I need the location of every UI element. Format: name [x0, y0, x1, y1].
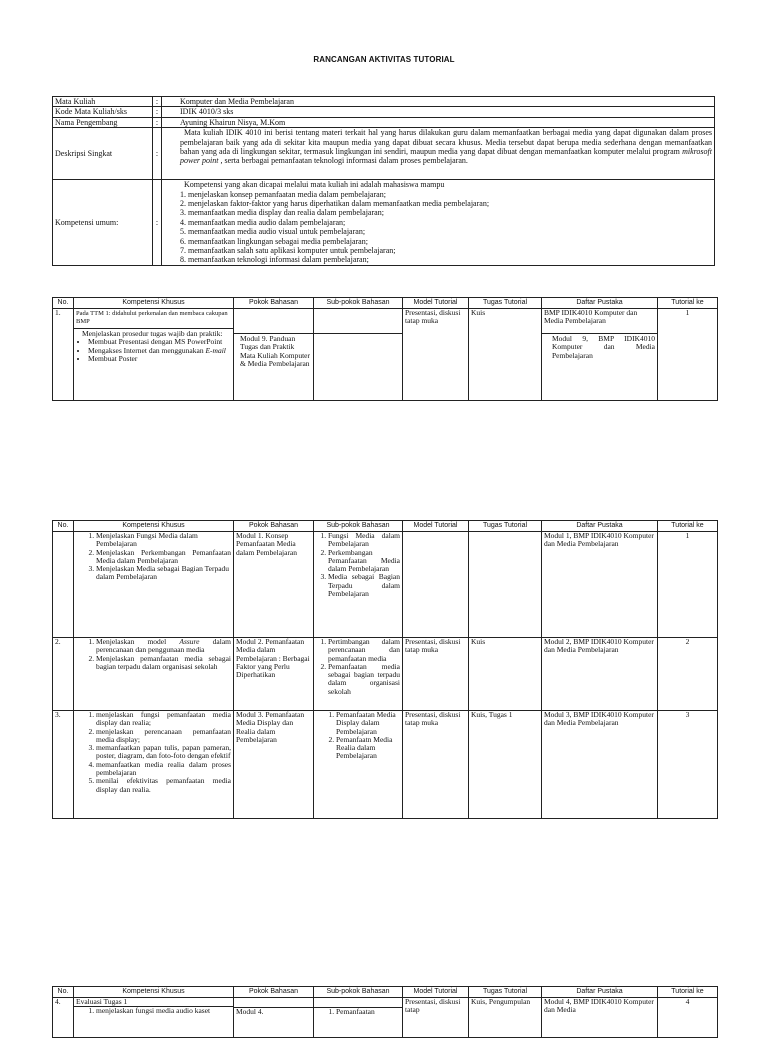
- info-row-mata-kuliah: [53, 97, 715, 107]
- info-value: Ayuning Khairun Nisya, M.Kom: [162, 117, 715, 127]
- kk-list: [76, 711, 231, 794]
- list-item: 1. menjelaskan fungsi pemanfaatan media display dan realia;: [96, 711, 231, 728]
- header-model: Model Tutorial: [403, 521, 469, 532]
- list-item: [96, 638, 231, 655]
- header-subpokok: Sub-pokok Bahasan: [314, 298, 403, 309]
- info-colon: :: [153, 180, 162, 266]
- cell-tugas: Kuis: [469, 638, 542, 711]
- competency-list: [162, 180, 715, 266]
- table-header-row: [53, 521, 718, 532]
- cell-pustaka: Modul 1, BMP IDIK4010 Komputer dan Media Pembelajaran: [542, 532, 658, 638]
- list-item: 2. Perkembangan Pemanfaatan Media dalam Pembelajaran: [328, 549, 400, 574]
- competency-item: 1. menjelaskan konsep pemanfaatan media dalam pembelajaran;: [180, 189, 386, 199]
- kk-list: [76, 1007, 231, 1015]
- header-kompetensi: Kompetensi Khusus: [74, 987, 234, 998]
- header-no: No.: [53, 521, 74, 532]
- tutorial-table-3: [52, 986, 718, 1038]
- competency-intro: Kompetensi yang akan dicapai melalui mata kuliah ini adalah mahasiswa mampu: [184, 180, 445, 190]
- info-label: Nama Pengembang: [53, 117, 153, 127]
- competency-item: 6. memanfaatkan lingkungan sebagai media pembelajaran;: [180, 236, 368, 246]
- list-item: 3. Menjelaskan Media sebagai Bagian Terpadu dalam Pembelajaran: [96, 565, 231, 582]
- info-colon: :: [153, 107, 162, 117]
- description-part: Mata kuliah IDIK 4010 ini berisi tentang materi terkait hal yang harus dilakukan guru dalam memanfaatkan berbagai media yang dapat digunakan dalam proses pembelajaran baik yang ada di sekitar kita maupun media yang dapat dibuat secara khusus. Media tersebut dapat berupa media sederhana dengan memanfaatkan bahan yang ada di lingkungan sekitar, termasuk lingkungan ini sendiri, maupun media yang dapat dibuat dengan memanfaatkan komputer melalui program: [180, 128, 712, 157]
- cell-kompetensi: [74, 309, 234, 401]
- cell-no: [53, 532, 74, 638]
- cell-no: 3.: [53, 711, 74, 819]
- cell-pokok: Modul 2. Pemanfaatan Media dalam Pembelajaran : Berbagai Faktor yang Perlu Diperhatikan: [234, 638, 314, 711]
- table-row: [53, 532, 718, 638]
- header-pokok: Pokok Bahasan: [234, 987, 314, 998]
- list-item-emphasis: E-mail: [205, 345, 226, 355]
- sub-list: [316, 1008, 400, 1016]
- header-no: No.: [53, 987, 74, 998]
- description-part: , serta berbagai pemanfaatan teknologi informasi dalam proses pembelajaran.: [218, 156, 468, 166]
- table-row: [53, 998, 718, 1038]
- description-emphasis: mikrosoft power point: [180, 147, 712, 166]
- competency-item: 8. memanfaatkan teknologi informasi dalam pembelajaran;: [180, 255, 369, 265]
- competency-item: 7. memanfaatkan salah satu aplikasi komputer untuk pembelajaran;: [180, 246, 396, 256]
- cell-pokok: [234, 998, 314, 1038]
- list-item: 2. menjelaskan perencanaan pemanfaatan media display;: [96, 728, 231, 745]
- description-text: [162, 128, 715, 180]
- list-item: 2. Pemanfaatan media sebagai bagian terpadu dalam organisasi sekolah: [328, 663, 400, 696]
- info-row-pengembang: [53, 117, 715, 127]
- list-item: 1. Pertimbangan dalam perencanaan dan pemanfaatan media: [328, 638, 400, 663]
- header-tutorial: Tutorial ke: [658, 298, 718, 309]
- info-row-deskripsi: [53, 128, 715, 180]
- header-tugas: Tugas Tutorial: [469, 521, 542, 532]
- sub-list: [316, 711, 400, 761]
- cell-tutorial: 2: [658, 638, 718, 711]
- kk-procedure: Menjelaskan prosedur tugas wajib dan praktik:: [82, 329, 223, 338]
- info-row-kompetensi: [53, 180, 715, 266]
- header-kompetensi: Kompetensi Khusus: [74, 298, 234, 309]
- pustaka-text: Modul 9, BMP IDIK4010 Komputer dan Media Pembelajaran: [542, 333, 657, 360]
- cell-model: Presentasi, diskusi tatap: [403, 998, 469, 1038]
- info-colon: :: [153, 128, 162, 180]
- pokok-text: Modul 4.: [234, 1007, 313, 1016]
- tutorial-table-2: [52, 520, 718, 819]
- cell-tugas: Kuis, Pengumpulan: [469, 998, 542, 1038]
- cell-tutorial: 1: [658, 532, 718, 638]
- header-subpokok: Sub-pokok Bahasan: [314, 521, 403, 532]
- competency-item: 3. memanfaatkan media display dan realia dalam pembelajaran;: [180, 208, 384, 218]
- table-row: [53, 309, 718, 401]
- cell-tugas: Kuis: [469, 309, 542, 401]
- header-pustaka: Daftar Pustaka: [542, 987, 658, 998]
- list-item: 2. Menjelaskan pemanfaatan media sebagai bagian terpadu dalam organisasi sekolah: [96, 655, 231, 672]
- cell-tugas: Kuis, Tugas 1: [469, 711, 542, 819]
- info-row-kode: [53, 107, 715, 117]
- table-header-row: [53, 298, 718, 309]
- cell-pokok: Modul 3. Pemanfaatan Media Display dan Realia dalam Pembelajaran: [234, 711, 314, 819]
- sub-list: [316, 532, 400, 598]
- list-item: 3. Media sebagai Bagian Terpadu dalam Pembelajaran: [328, 573, 400, 598]
- list-item-text: Menjelaskan model: [96, 637, 180, 646]
- info-label: Kode Mata Kuliah/sks: [53, 107, 153, 117]
- info-value: Komputer dan Media Pembelajaran: [162, 97, 715, 107]
- header-pokok: Pokok Bahasan: [234, 298, 314, 309]
- list-item: 1. Menjelaskan Fungsi Media dalam Pembelajaran: [96, 532, 231, 549]
- cell-no: 4.: [53, 998, 74, 1038]
- list-item: • Membuat Presentasi dengan MS PowerPoint: [88, 338, 231, 346]
- kk-list: [76, 532, 231, 582]
- info-value: IDIK 4010/3 sks: [162, 107, 715, 117]
- list-item: 2. Menjelaskan Perkembangan Pemanfaatan Media dalam Pembelajaran: [96, 549, 231, 566]
- table-row: [53, 711, 718, 819]
- cell-pustaka: Modul 3, BMP IDIK4010 Komputer dan Media Pembelajaran: [542, 711, 658, 819]
- tutorial-table-1: [52, 297, 718, 401]
- sub-list: [316, 638, 400, 696]
- header-model: Model Tutorial: [403, 298, 469, 309]
- competency-item: 2. menjelaskan faktor-faktor yang harus diperhatikan dalam memanfaatkan media pembelajaran;: [180, 199, 490, 209]
- header-tutorial: Tutorial ke: [658, 987, 718, 998]
- cell-model: Presentasi, diskusi tatap muka: [403, 711, 469, 819]
- header-pokok: Pokok Bahasan: [234, 521, 314, 532]
- list-item: 5. menilai efektivitas pemanfaatan media display dan realia.: [96, 777, 231, 794]
- info-colon: :: [153, 97, 162, 107]
- pokok-text: Modul 9. Panduan Tugas dan Praktik Mata Kuliah Komputer & Media Pembelajaran: [234, 333, 313, 368]
- header-pustaka: Daftar Pustaka: [542, 298, 658, 309]
- cell-subpokok: [314, 998, 403, 1038]
- cell-subpokok: [314, 309, 403, 401]
- list-item-emphasis: Assure: [179, 637, 200, 646]
- pustaka-text: BMP IDIK4010 Komputer dan Media Pembelajaran: [544, 308, 638, 326]
- course-info-table: [52, 96, 715, 266]
- cell-tugas: [469, 532, 542, 638]
- header-model: Model Tutorial: [403, 987, 469, 998]
- kk-bullet-list: [76, 338, 231, 363]
- competency-item: 4. memanfaatkan media audio dalam pembelajaran;: [180, 217, 346, 227]
- cell-subpokok: [314, 711, 403, 819]
- cell-kompetensi: [74, 638, 234, 711]
- header-subpokok: Sub-pokok Bahasan: [314, 987, 403, 998]
- list-item: 1. menjelaskan fungsi media audio kaset: [96, 1007, 231, 1015]
- list-item: 3. memanfaatkan papan tulis, papan pameran, poster, diagram, dan foto-foto dengan efektif: [96, 744, 231, 761]
- cell-kompetensi: [74, 532, 234, 638]
- cell-pustaka: Modul 4, BMP IDIK4010 Komputer dan Media: [542, 998, 658, 1038]
- list-item: • Membuat Poster: [88, 355, 231, 363]
- list-item: 2. Pemanfaatn Media Realia dalam Pembelajaran: [336, 736, 400, 761]
- kk-intro-text: Pada TTM 1: didahului perkenalan dan membaca cakupan BMP: [76, 310, 228, 325]
- list-item: 1. Fungsi Media dalam Pembelajaran: [328, 532, 400, 549]
- info-label: Mata Kuliah: [53, 97, 153, 107]
- table-header-row: [53, 987, 718, 998]
- list-item: 1. Pemanfaatan Media Display dalam Pembelajaran: [336, 711, 400, 736]
- header-tugas: Tugas Tutorial: [469, 987, 542, 998]
- cell-tutorial: 4: [658, 998, 718, 1038]
- cell-model: [403, 532, 469, 638]
- list-item: 4. memanfaatkan media realia dalam proses pembelajaran: [96, 761, 231, 778]
- cell-no: 1.: [53, 309, 74, 401]
- cell-no: 2.: [53, 638, 74, 711]
- list-item-text: dalam perencanaan dan penggunaan media: [96, 637, 231, 655]
- list-item: 1. Pemanfaatan: [336, 1008, 400, 1016]
- kk-evaluation: Evaluasi Tugas 1: [76, 997, 128, 1006]
- header-tutorial: Tutorial ke: [658, 521, 718, 532]
- cell-tutorial: 1: [658, 309, 718, 401]
- cell-model: Presentasi, diskusi tatap muka: [403, 638, 469, 711]
- header-kompetensi: Kompetensi Khusus: [74, 521, 234, 532]
- cell-pokok: [234, 309, 314, 401]
- cell-pokok: Modul 1. Konsep Pemanfaatan Media dalam Pembelajaran: [234, 532, 314, 638]
- competency-item: 5. memanfaatkan media audio visual untuk pembelajaran;: [180, 227, 366, 237]
- document-title: RANCANGAN AKTIVITAS TUTORIAL: [313, 55, 455, 64]
- cell-subpokok: [314, 638, 403, 711]
- info-colon: :: [153, 117, 162, 127]
- info-label: Kompetensi umum:: [53, 180, 153, 266]
- table-row: [53, 638, 718, 711]
- cell-subpokok: [314, 532, 403, 638]
- header-no: No.: [53, 298, 74, 309]
- cell-kompetensi: [74, 998, 234, 1038]
- list-item-text: Mengakses Internet dan menggunakan: [88, 345, 204, 355]
- header-pustaka: Daftar Pustaka: [542, 521, 658, 532]
- cell-pustaka: [542, 309, 658, 401]
- cell-model: Presentasi, diskusi tatap muka: [403, 309, 469, 401]
- cell-kompetensi: [74, 711, 234, 819]
- kk-list: [76, 638, 231, 671]
- info-label: Deskripsi Singkat: [53, 128, 153, 180]
- header-tugas: Tugas Tutorial: [469, 298, 542, 309]
- cell-pustaka: Modul 2, BMP IDIK4010 Komputer dan Media Pembelajaran: [542, 638, 658, 711]
- cell-tutorial: 3: [658, 711, 718, 819]
